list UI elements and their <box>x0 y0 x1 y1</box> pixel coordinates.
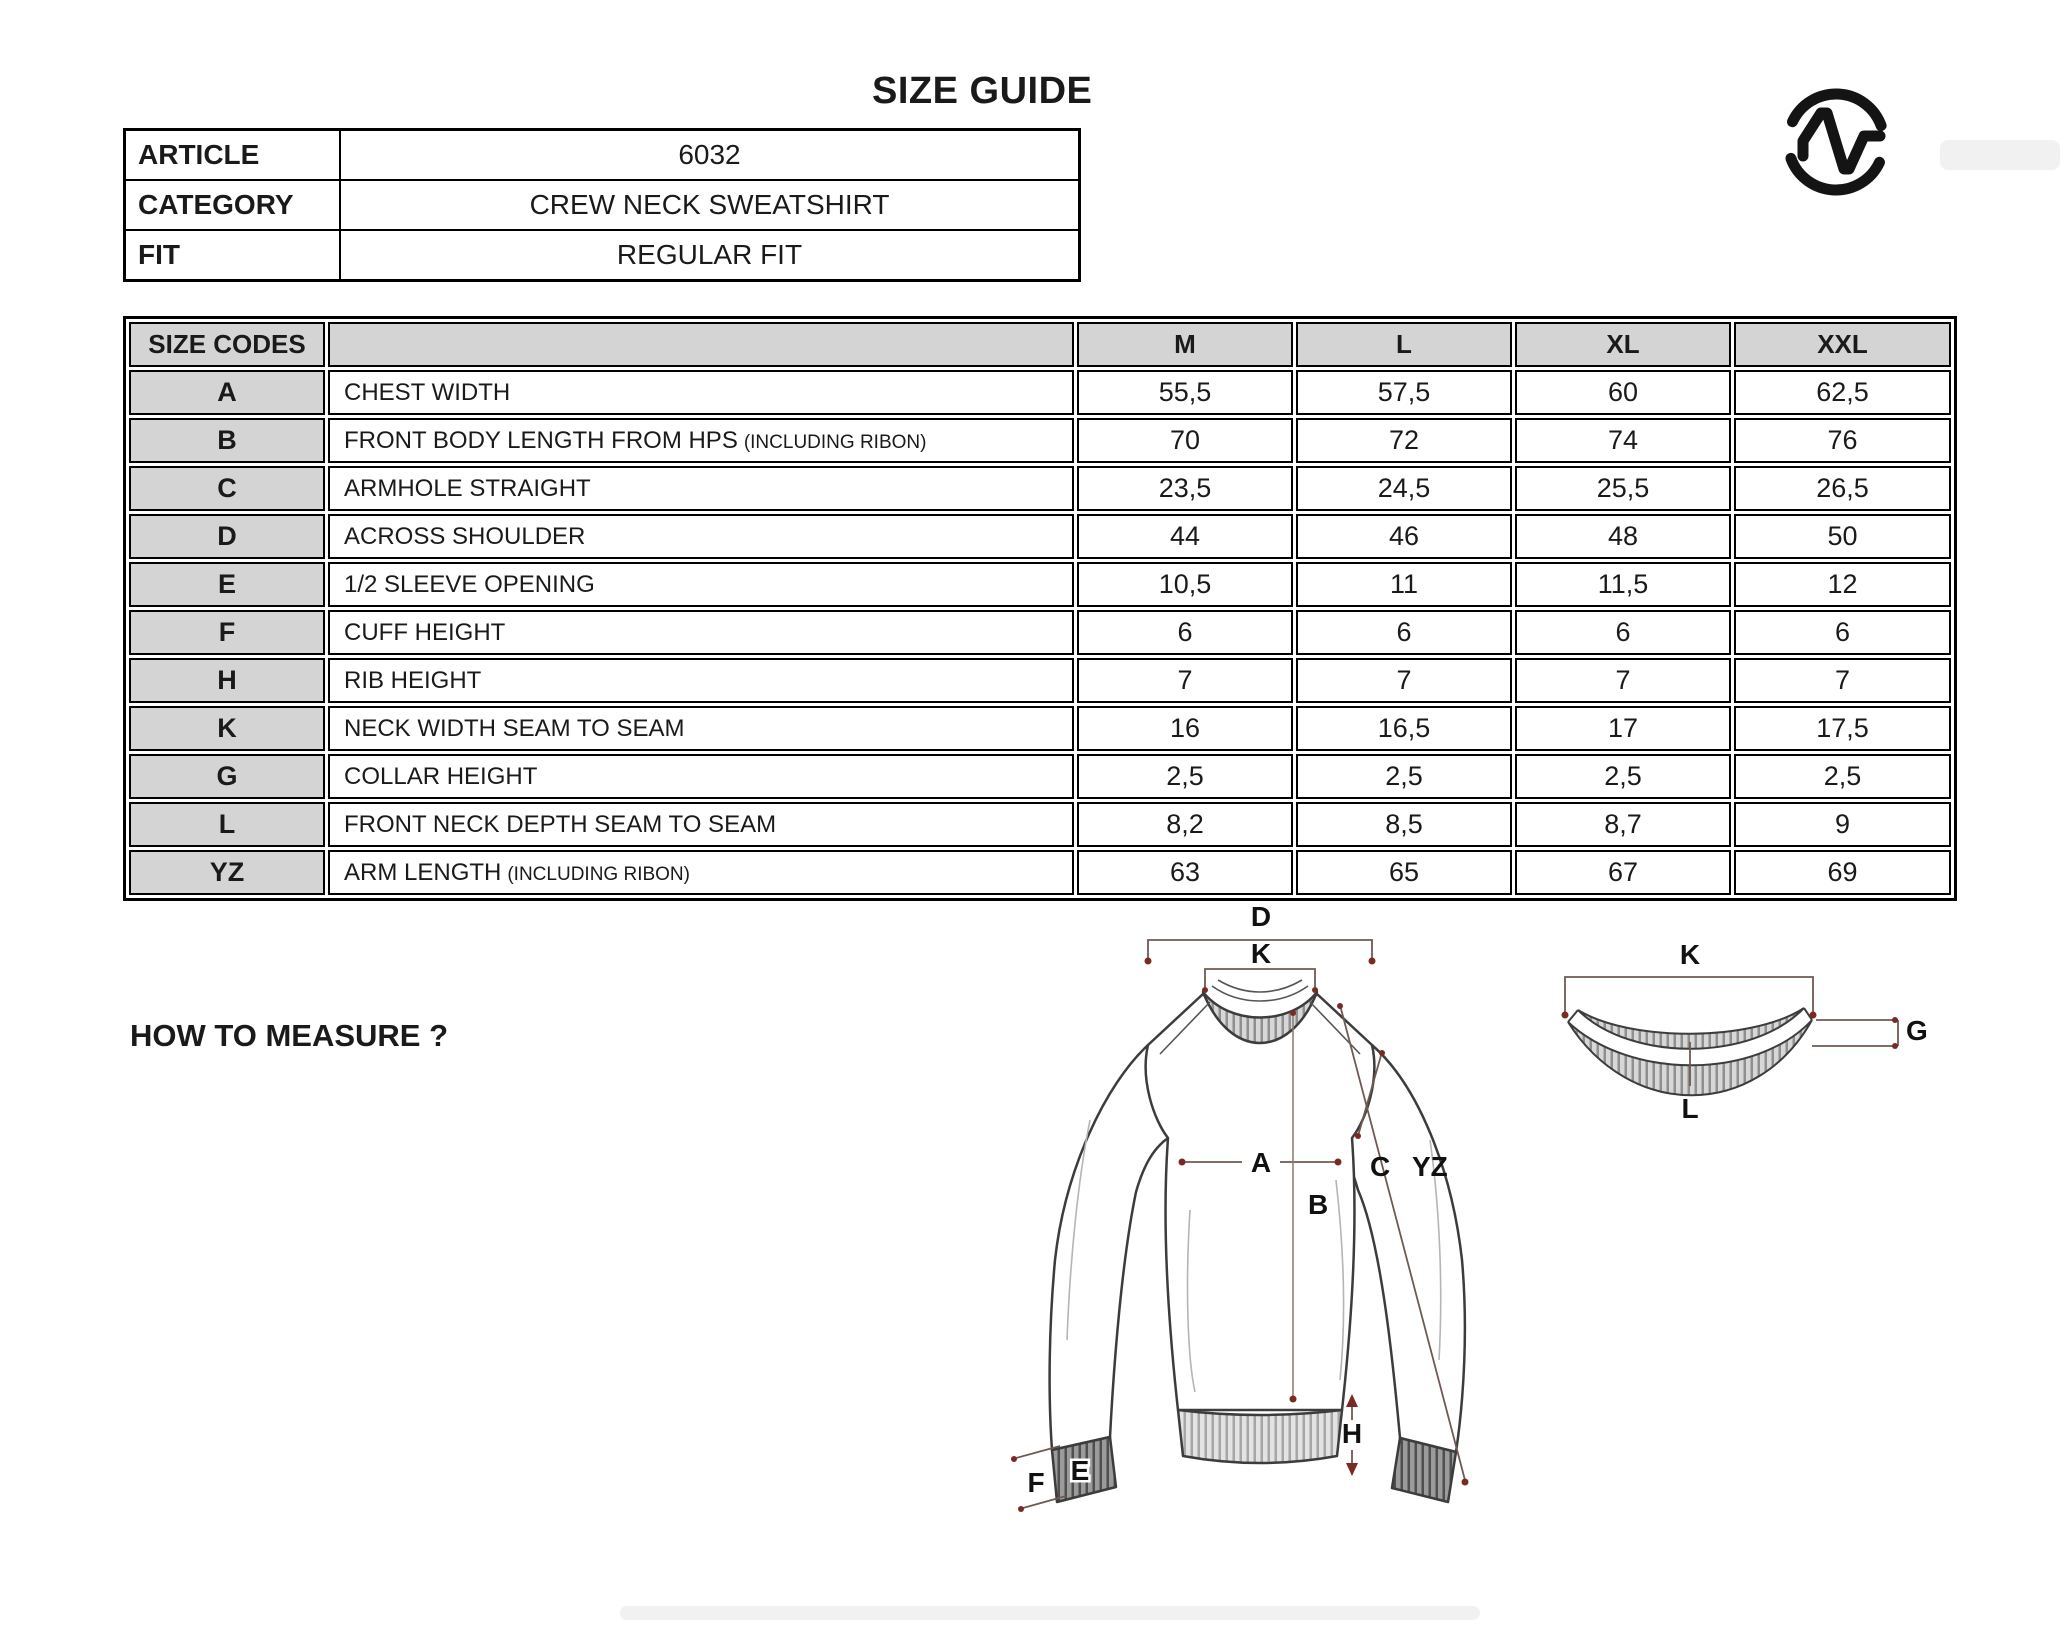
cell-value: 7 <box>1296 658 1512 703</box>
measure-note: (INCLUDING RIBON) <box>507 863 690 885</box>
cell-value: 7 <box>1734 658 1951 703</box>
size-code: G <box>129 754 325 799</box>
info-value-article: 6032 <box>340 130 1080 181</box>
cell-value: 50 <box>1734 514 1951 559</box>
cell-value: 8,2 <box>1077 802 1293 847</box>
measure-description <box>328 370 1074 415</box>
how-to-measure-heading: HOW TO MEASURE ? <box>130 1018 449 1053</box>
measure-text: CUFF HEIGHT <box>344 618 506 646</box>
cell-value: 55,5 <box>1077 370 1293 415</box>
size-code: A <box>129 370 325 415</box>
description-header <box>328 322 1074 367</box>
label-k: K <box>1250 938 1272 969</box>
label-b: B <box>1308 1189 1329 1220</box>
size-code: K <box>129 706 325 751</box>
cell-value: 26,5 <box>1734 466 1951 511</box>
cell-value: 48 <box>1515 514 1731 559</box>
cell-value: 8,7 <box>1515 802 1731 847</box>
cell-value: 2,5 <box>1734 754 1951 799</box>
cell-value: 76 <box>1734 418 1951 463</box>
cell-value: 70 <box>1077 418 1293 463</box>
measure-description <box>328 514 1074 559</box>
size-header-xxl: XXL <box>1734 322 1951 367</box>
table-row <box>129 610 1951 655</box>
measure-description <box>328 802 1074 847</box>
table-row <box>129 418 1951 463</box>
cell-value: 74 <box>1515 418 1731 463</box>
cell-value: 25,5 <box>1515 466 1731 511</box>
cell-value: 65 <box>1296 850 1512 895</box>
info-value-category: CREW NECK SWEATSHIRT <box>340 180 1080 230</box>
cell-value: 17,5 <box>1734 706 1951 751</box>
cell-value: 6 <box>1515 610 1731 655</box>
logo-n-glyph <box>1803 113 1880 169</box>
cell-value: 57,5 <box>1296 370 1512 415</box>
size-code: L <box>129 802 325 847</box>
measure-text: COLLAR HEIGHT <box>344 762 538 790</box>
measure-description <box>328 562 1074 607</box>
cell-value: 46 <box>1296 514 1512 559</box>
cell-value: 2,5 <box>1515 754 1731 799</box>
label-c: C <box>1370 1151 1391 1182</box>
size-header-m: M <box>1077 322 1293 367</box>
size-header-l: L <box>1296 322 1512 367</box>
measure-description <box>328 754 1074 799</box>
hem-rib <box>1178 1410 1342 1463</box>
measure-text: 1/2 SLEEVE OPENING <box>344 570 595 598</box>
collar-label-g: G <box>1906 1015 1928 1046</box>
label-d: D <box>1250 901 1272 932</box>
measure-text: NECK WIDTH SEAM TO SEAM <box>344 714 685 742</box>
measure-description <box>328 706 1074 751</box>
table-row <box>125 180 1080 230</box>
table-row <box>129 514 1951 559</box>
measure-text: RIB HEIGHT <box>344 666 482 694</box>
table-row <box>125 130 1080 181</box>
measure-text: ARM LENGTH <box>344 858 502 886</box>
size-codes-header: SIZE CODES <box>129 322 325 367</box>
cell-value: 11 <box>1296 562 1512 607</box>
info-label-article: ARTICLE <box>125 130 341 181</box>
measurement-diagram <box>740 880 2040 1626</box>
table-row <box>129 562 1951 607</box>
cell-value: 7 <box>1515 658 1731 703</box>
measure-text: FRONT BODY LENGTH FROM HPS <box>344 426 738 454</box>
info-value-fit: REGULAR FIT <box>340 230 1080 281</box>
cell-value: 16,5 <box>1296 706 1512 751</box>
table-row <box>129 706 1951 751</box>
cell-value: 6 <box>1734 610 1951 655</box>
table-row <box>129 802 1951 847</box>
size-code: B <box>129 418 325 463</box>
cell-value: 67 <box>1515 850 1731 895</box>
left-sleeve <box>1050 1045 1168 1450</box>
table-row <box>129 466 1951 511</box>
measure-text: ACROSS SHOULDER <box>344 522 586 550</box>
cell-value: 2,5 <box>1296 754 1512 799</box>
logo-circle-bottom-arc <box>1791 158 1880 190</box>
cell-value: 6 <box>1077 610 1293 655</box>
cell-value: 23,5 <box>1077 466 1293 511</box>
cell-value: 60 <box>1515 370 1731 415</box>
size-header-xl: XL <box>1515 322 1731 367</box>
measure-description <box>328 658 1074 703</box>
cell-value: 11,5 <box>1515 562 1731 607</box>
cell-value: 2,5 <box>1077 754 1293 799</box>
cell-value: 69 <box>1734 850 1951 895</box>
cell-value: 44 <box>1077 514 1293 559</box>
measure-text: ARMHOLE STRAIGHT <box>344 474 591 502</box>
measure-description <box>328 610 1074 655</box>
scan-artifact <box>620 1606 1480 1620</box>
body-panel <box>1146 994 1375 1410</box>
measure-note: (INCLUDING RIBON) <box>743 431 927 453</box>
product-info-table <box>123 128 1081 282</box>
cell-value: 7 <box>1077 658 1293 703</box>
info-label-fit: FIT <box>125 230 341 281</box>
collar-detail-back-band <box>1578 1008 1804 1049</box>
sweatshirt-sketch <box>1050 992 1465 1502</box>
info-label-category: CATEGORY <box>125 180 341 230</box>
measure-description <box>328 466 1074 511</box>
brand-logo-icon <box>1776 82 1896 202</box>
label-yz: YZ <box>1412 1151 1448 1182</box>
table-header-row <box>129 322 1951 367</box>
collar-label-k: K <box>1679 939 1701 970</box>
collar-label-l: L <box>1681 1093 1699 1124</box>
cell-value: 8,5 <box>1296 802 1512 847</box>
table-row <box>129 658 1951 703</box>
cell-value: 6 <box>1296 610 1512 655</box>
label-e: E <box>1070 1455 1090 1486</box>
cell-value: 62,5 <box>1734 370 1951 415</box>
size-code: E <box>129 562 325 607</box>
size-code: YZ <box>129 850 325 895</box>
table-row <box>129 754 1951 799</box>
label-h: H <box>1341 1418 1363 1449</box>
cell-value: 9 <box>1734 802 1951 847</box>
logo-circle-top-arc <box>1793 94 1882 126</box>
size-code: H <box>129 658 325 703</box>
cell-value: 24,5 <box>1296 466 1512 511</box>
measure-description <box>328 418 1074 463</box>
scan-artifact <box>1940 140 2060 170</box>
cell-value: 10,5 <box>1077 562 1293 607</box>
collar-detail <box>1562 939 1928 1124</box>
page-title: SIZE GUIDE <box>872 70 1093 112</box>
size-code: C <box>129 466 325 511</box>
cell-value: 17 <box>1515 706 1731 751</box>
measure-text: FRONT NECK DEPTH SEAM TO SEAM <box>344 810 777 838</box>
cell-value: 16 <box>1077 706 1293 751</box>
table-row <box>125 230 1080 281</box>
label-f: F <box>1027 1467 1045 1498</box>
size-code: F <box>129 610 325 655</box>
cell-value: 12 <box>1734 562 1951 607</box>
size-code: D <box>129 514 325 559</box>
measure-text: CHEST WIDTH <box>344 378 511 406</box>
label-a: A <box>1250 1147 1272 1178</box>
size-measurements-table <box>123 316 1957 901</box>
table-row <box>129 370 1951 415</box>
cell-value: 72 <box>1296 418 1512 463</box>
cell-value: 63 <box>1077 850 1293 895</box>
